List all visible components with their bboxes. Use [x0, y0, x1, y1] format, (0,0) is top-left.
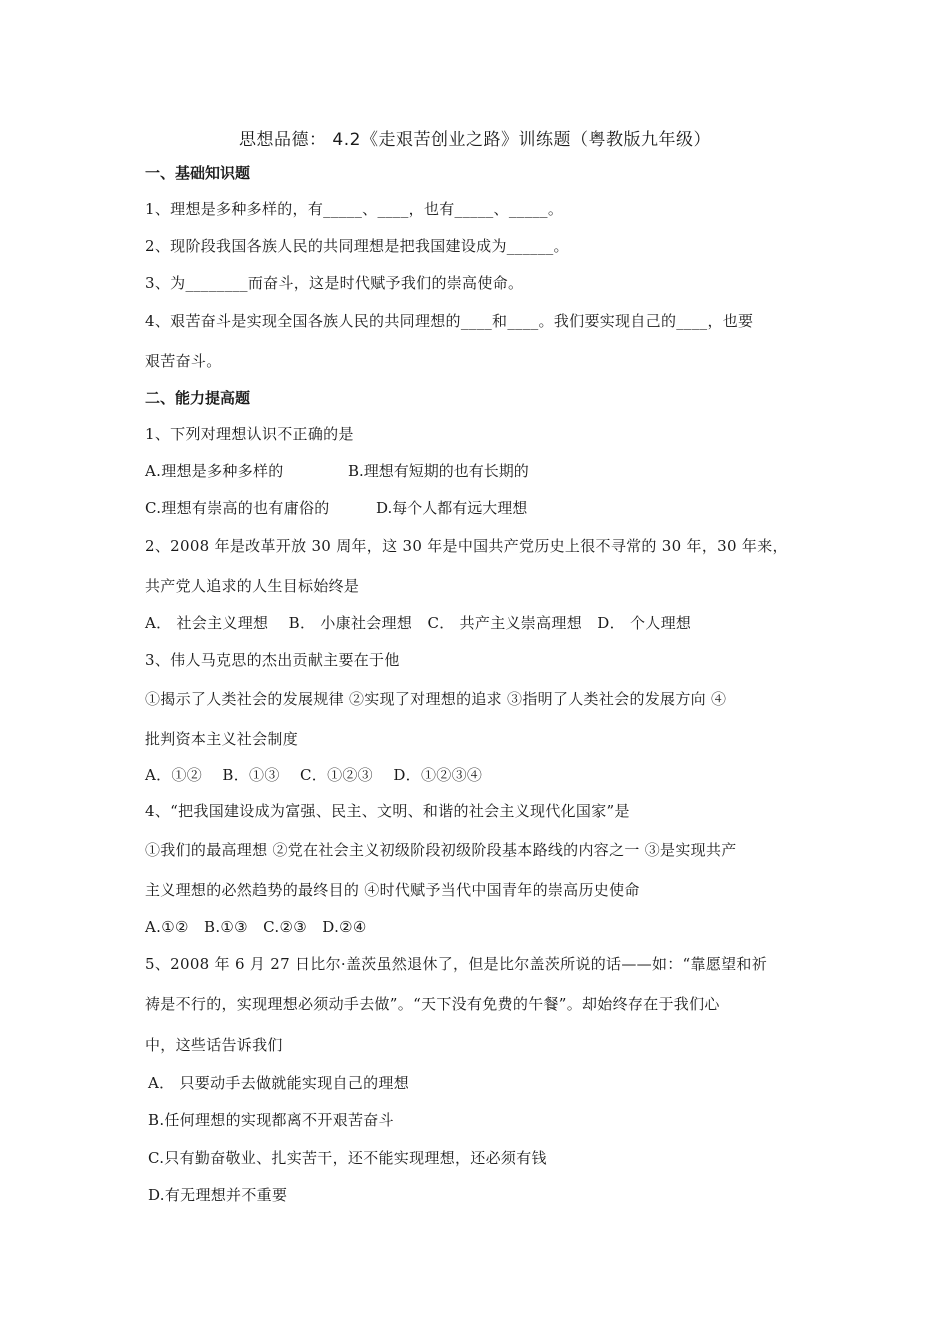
- ability-question-1-option-d: D.每个人都有远大理想: [376, 499, 528, 517]
- ability-question-4-stem: 4、“把我国建设成为富强、民主、文明、和谐的社会主义现代化国家”是: [145, 802, 630, 820]
- ability-question-3-items-line-1: ①揭示了人类社会的发展规律 ②实现了对理想的追求 ③指明了人类社会的发展方向 ④: [145, 690, 727, 708]
- ability-question-1-stem: 1、下列对理想认识不正确的是: [145, 425, 354, 443]
- ability-question-5-option-a: A． 只要动手去做就能实现自己的理想: [148, 1074, 410, 1092]
- ability-question-2-stem-line-1: 2、2008 年是改革开放 30 周年，这 30 年是中国共产党历史上很不寻常的 30 年，30 年来，: [145, 537, 788, 555]
- ability-question-5-option-c: C.只有勤奋敬业、扎实苦干，还不能实现理想，还必须有钱: [148, 1149, 547, 1167]
- section-heading-basic: 一、基础知识题: [145, 164, 251, 182]
- basic-question-2: 2、现阶段我国各族人民的共同理想是把我国建设成为______。: [145, 237, 569, 255]
- ability-question-4-options: A.①② B.①③ C.②③ D.②④: [145, 918, 367, 936]
- ability-question-5-option-d: D.有无理想并不重要: [148, 1186, 288, 1204]
- ability-question-5-stem-line-3: 中，这些话告诉我们: [145, 1036, 283, 1054]
- basic-question-4-line-1: 4、艰苦奋斗是实现全国各族人民的共同理想的____和____。我们要实现自己的____，也要: [145, 312, 754, 330]
- ability-question-2-options: A． 社会主义理想 B． 小康社会理想 C． 共产主义崇高理想 D． 个人理想: [145, 614, 692, 632]
- ability-question-1-option-b: B.理想有短期的也有长期的: [348, 462, 529, 480]
- ability-question-5-stem-line-1: 5、2008 年 6 月 27 日比尔·盖茨虽然退休了，但是比尔盖茨所说的话——如：“靠愿望和祈: [145, 955, 768, 973]
- ability-question-3-items-line-2: 批判资本主义社会制度: [145, 730, 299, 748]
- section-heading-ability: 二、能力提高题: [145, 389, 251, 407]
- ability-question-5-stem-line-2: 祷是不行的，实现理想必须动手去做”。“天下没有免费的午餐”。却始终存在于我们心: [145, 995, 720, 1013]
- basic-question-4-line-2: 艰苦奋斗。: [145, 352, 222, 370]
- ability-question-5-option-b: B.任何理想的实现都离不开艰苦奋斗: [148, 1111, 394, 1129]
- ability-question-4-items-line-1: ①我们的最高理想 ②党在社会主义初级阶段初级阶段基本路线的内容之一 ③是实现共产: [145, 841, 737, 859]
- basic-question-1: 1、理想是多种多样的，有_____、____，也有_____、_____。: [145, 200, 564, 218]
- basic-question-3: 3、为________而奋斗，这是时代赋予我们的崇高使命。: [145, 274, 524, 292]
- ability-question-2-stem-line-2: 共产党人追求的人生目标始终是: [145, 577, 360, 595]
- document-title: 思想品德： 4.2《走艰苦创业之路》训练题（粤教版九年级）: [239, 130, 711, 150]
- ability-question-1-option-c: C.理想有崇高的也有庸俗的: [145, 499, 330, 517]
- ability-question-3-options: A．①② B．①③ C．①②③ D．①②③④: [145, 766, 483, 784]
- ability-question-4-items-line-2: 主义理想的必然趋势的最终目的 ④时代赋予当代中国青年的崇高历史使命: [145, 881, 640, 899]
- ability-question-3-stem: 3、伟人马克思的杰出贡献主要在于他: [145, 651, 400, 669]
- ability-question-1-option-a: A.理想是多种多样的: [145, 462, 284, 480]
